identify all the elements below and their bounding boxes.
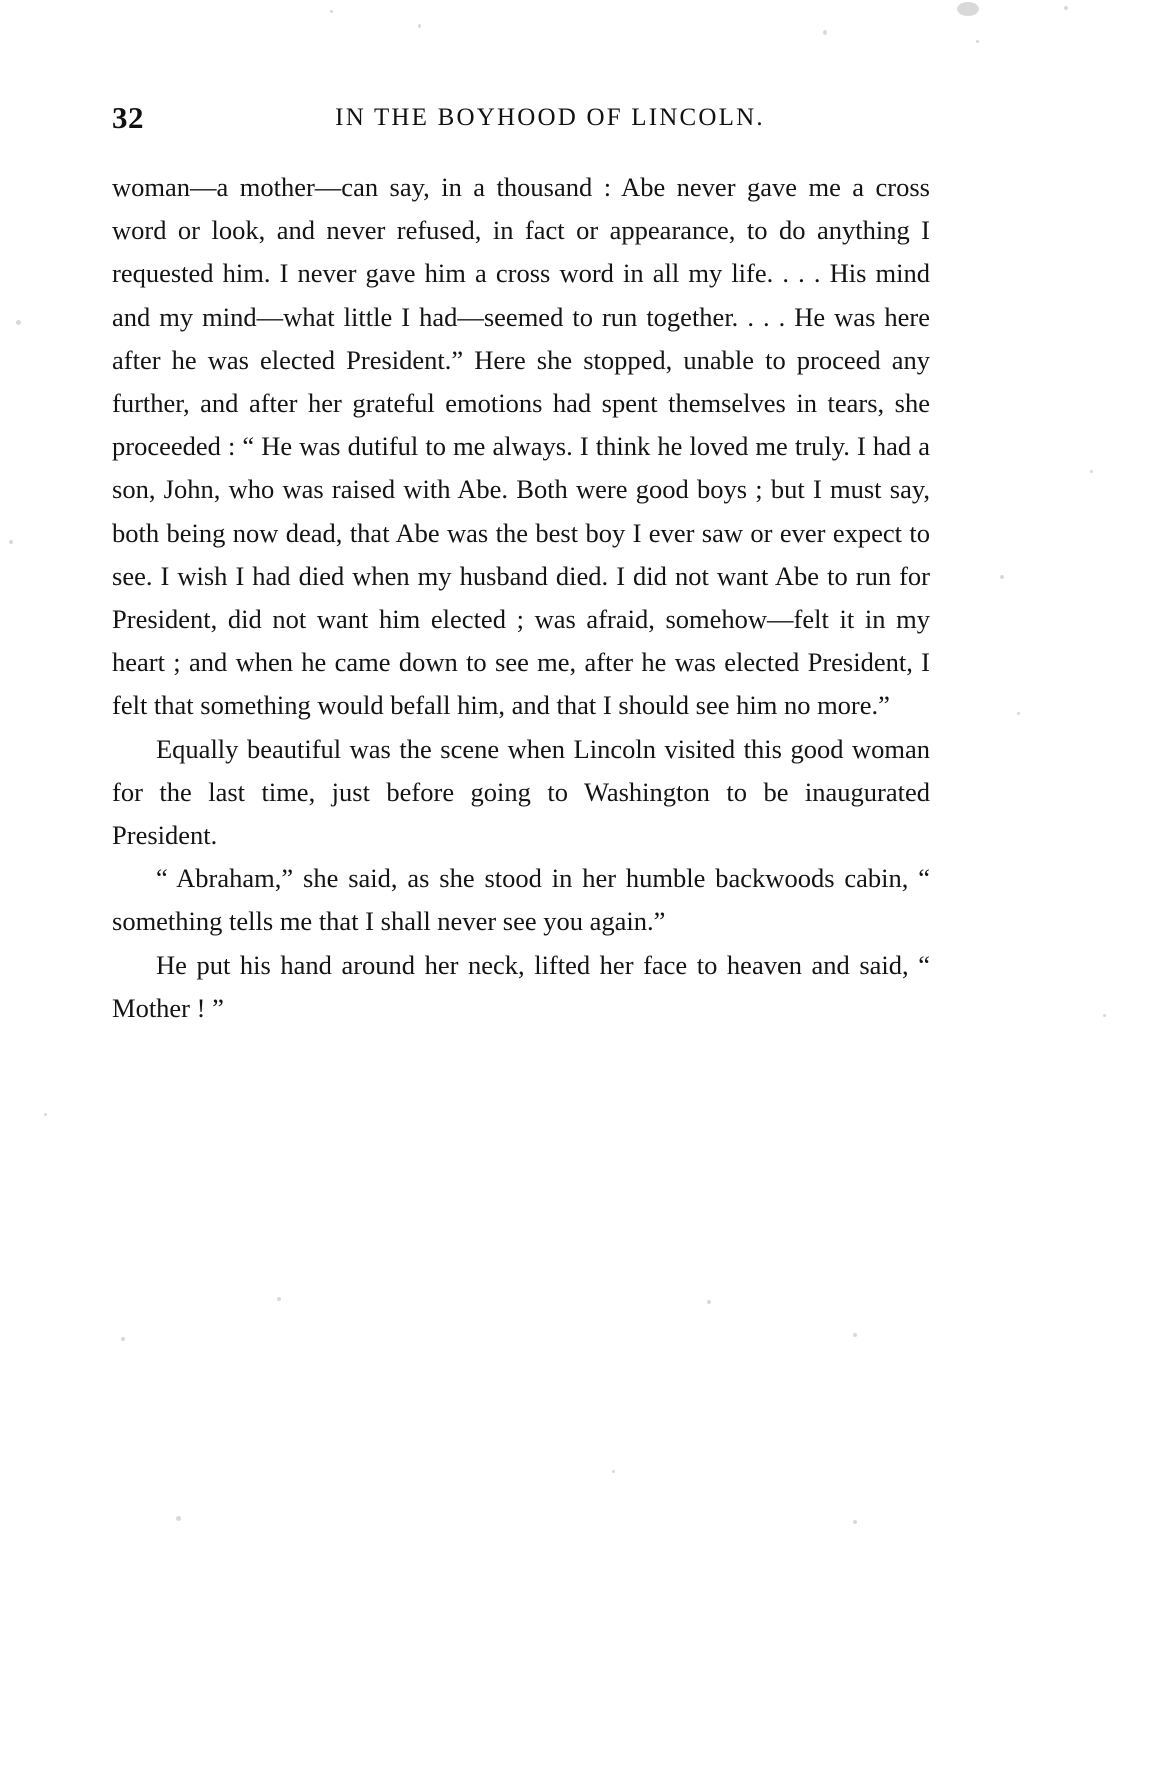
page-body xyxy=(112,166,930,1030)
paragraph: Equally beautiful was the scene when Lincoln visited this good woman for the last time, just before going to Washington to be inaugurated President. xyxy=(112,733,930,851)
page-header xyxy=(112,100,928,136)
paragraph: “ Abraham,” she said, as she stood in her humble backwoods cabin, “ something tells me that I shall never see you again.” xyxy=(112,863,930,937)
paragraph: woman—a mother—can say, in a thousand : Abe never gave me a cross word or look, and never refused, in fact or appearance, to do anything I requested him. I never gave him a cross word in all my life. . . . His mind and my mind—what little I had—seemed to run together. . . . He was here after he was elected President.” Here she stopped, unable to proceed any further, and after her grateful emotions had spent themselves in tears, she proceeded : “ He was dutiful to me always. I think he loved me truly. I had a son, John, who was raised with Abe. Both were good boys ; but I must say, both being now dead, that Abe was the best boy I ever saw or ever expect to see. I wish I had died when my husband died. I did not want Abe to run for President, did not want him elected ; was afraid, somehow—felt it in my heart ; and when he came down to see me, after he was elected President, I felt that something would befall him, and that I should see him no more.” xyxy=(112,172,930,721)
running-head: IN THE BOYHOOD OF LINCOLN. xyxy=(335,104,765,131)
page-number: 32 xyxy=(112,100,144,135)
paragraph: He put his hand around her neck, lifted her face to heaven and said, “ Mother ! ” xyxy=(112,949,930,1023)
